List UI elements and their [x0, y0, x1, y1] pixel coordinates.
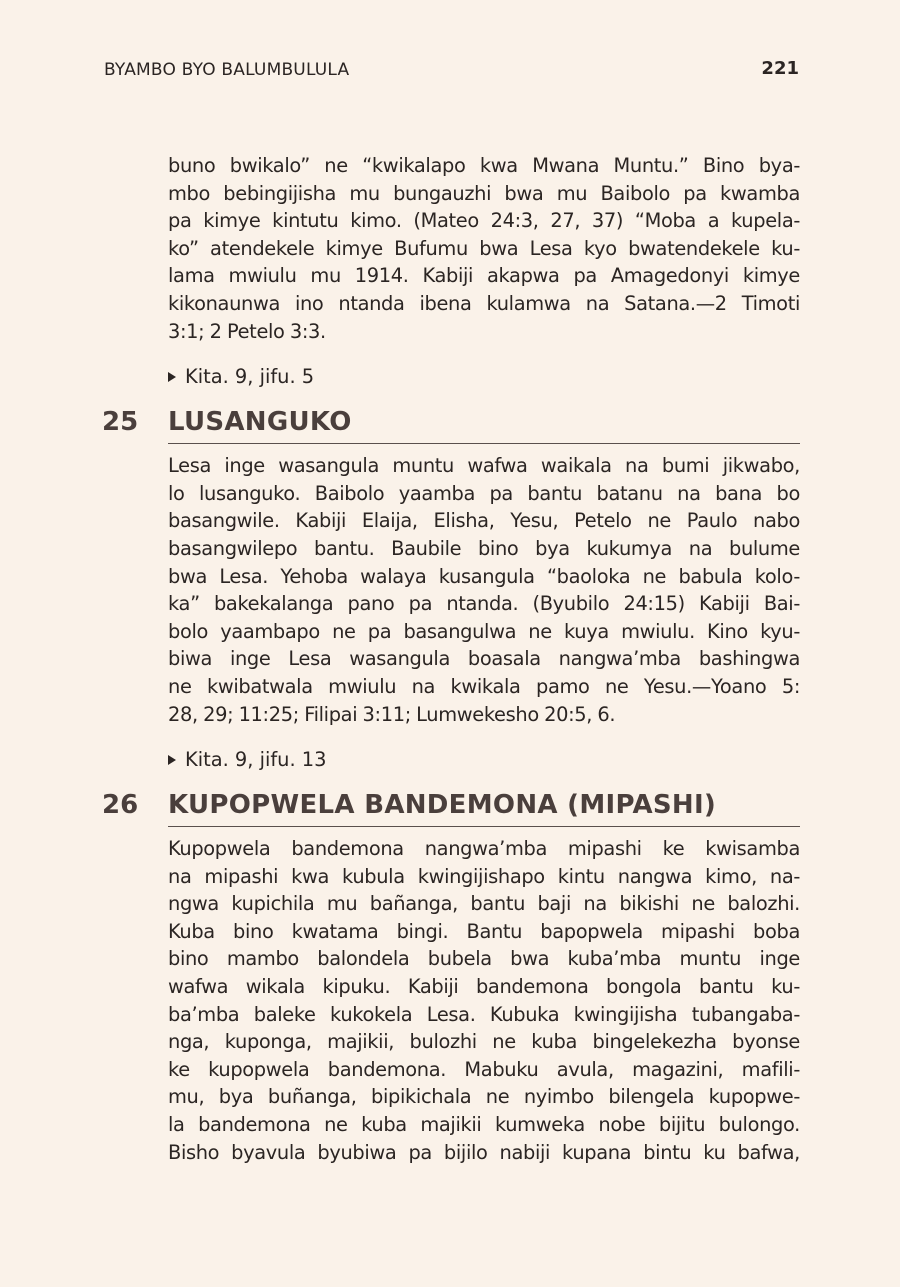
paragraph-line: nga, kuponga, majikii, bulozhi ne kuba bingelekezha byonse	[168, 1030, 800, 1054]
paragraph-line: na mipashi kwa kubula kwingijishapo kintu nangwa kimo, na-	[168, 864, 800, 888]
section-paragraph	[168, 835, 800, 1166]
paragraph-line: ko” atendekele kimye Bufumu bwa Lesa kyo bwatendekele ku-	[168, 236, 800, 260]
section-paragraph	[168, 452, 800, 728]
triangle-right-icon	[168, 755, 176, 765]
cross-reference[interactable]	[168, 746, 800, 773]
paragraph-line: bolo yaambapo ne pa basangulwa ne kuya mwiulu. Kino kyu-	[168, 619, 800, 643]
paragraph-line: Kupopwela bandemona nangwa’mba mipashi ke kwisamba	[168, 837, 800, 861]
paragraph-line: ba’mba baleke kukokela Lesa. Kubuka kwingijisha tubangaba-	[168, 1002, 800, 1026]
paragraph-line: mbo bebingijisha mu bungauzhi bwa mu Baibolo pa kwamba	[168, 181, 800, 205]
paragraph-line: bwa Lesa. Yehoba walaya kusangula “baoloka ne babula kolo-	[168, 564, 800, 588]
paragraph-line: basangwile. Kabiji Elaija, Elisha, Yesu, Petelo ne Paulo nabo	[168, 509, 800, 533]
paragraph-line: la bandemona ne kuba majikii kumweka nobe bijitu bulongo.	[168, 1113, 800, 1137]
page-number: 221	[761, 58, 799, 79]
paragraph-line: bino mambo balondela bubela bwa kuba’mba muntu inge	[168, 947, 800, 971]
paragraph-line: kikonaunwa ino ntanda ibena kulamwa na Satana.—2 Timoti	[168, 291, 800, 315]
page-content	[102, 152, 800, 1166]
paragraph-line: basangwilepo bantu. Baubile bino bya kukumya na bulume	[168, 536, 800, 560]
paragraph-line: ngwa kupichila mu bañanga, bantu baji na bikishi ne balozhi.	[168, 892, 800, 916]
section-25	[102, 404, 800, 773]
section-title: LUSANGUKO	[168, 404, 800, 444]
paragraph-line: ne kwibatwala mwiulu na kwikala pamo ne Yesu.—Yoano 5:	[168, 674, 800, 698]
section-number: 26	[102, 790, 139, 821]
paragraph-line: 28, 29; 11:25; Filipai 3:11; Lumwekesho 20:5, 6.	[168, 702, 616, 726]
section-26	[102, 787, 800, 1166]
triangle-right-icon	[168, 372, 176, 382]
cross-reference-text[interactable]: Kita. 9, jifu. 13	[185, 748, 327, 772]
cross-reference[interactable]	[168, 363, 800, 390]
paragraph-line: Bisho byavula byubiwa pa bijilo nabiji kupana bintu ku bafwa,	[168, 1140, 800, 1164]
paragraph-line: ka” bakekalanga pano pa ntanda. (Byubilo 24:15) Kabiji Bai-	[168, 592, 800, 616]
paragraph-line: pa kimye kintutu kimo. (Mateo 24:3, 27, 37) “Moba a kupela-	[168, 209, 800, 233]
paragraph-line: Lesa inge wasangula muntu wafwa waikala na bumi jikwabo,	[168, 454, 800, 478]
paragraph-line: biwa inge Lesa wasangula boasala nangwa’mba bashingwa	[168, 647, 800, 671]
paragraph-line: mu, bya buñanga, bipikichala ne nyimbo bilengela kupopwe-	[168, 1085, 800, 1109]
paragraph-line: 3:1; 2 Petelo 3:3.	[168, 319, 326, 343]
section-number: 25	[102, 407, 139, 438]
paragraph-line: Kuba bino kwatama bingi. Bantu bapopwela mipashi boba	[168, 919, 800, 943]
cross-reference-text[interactable]: Kita. 9, jifu. 5	[185, 365, 315, 389]
paragraph-line: buno bwikalo” ne “kwikalapo kwa Mwana Muntu.” Bino bya-	[168, 154, 800, 177]
running-head: BYAMBO BYO BALUMBULULA	[104, 60, 350, 80]
section-title: KUPOPWELA BANDEMONA (MIPASHI)	[168, 787, 800, 827]
paragraph-line: lo lusanguko. Baibolo yaamba pa bantu batanu na bana bo	[168, 481, 800, 505]
paragraph-line: ke kupopwela bandemona. Mabuku avula, magazini, mafili-	[168, 1057, 800, 1081]
paragraph-line: lama mwiulu mu 1914. Kabiji akapwa pa Amagedonyi kimye	[168, 264, 800, 288]
paragraph-line: wafwa wikala kipuku. Kabiji bandemona bongola bantu ku-	[168, 975, 800, 999]
intro-paragraph	[168, 152, 800, 345]
